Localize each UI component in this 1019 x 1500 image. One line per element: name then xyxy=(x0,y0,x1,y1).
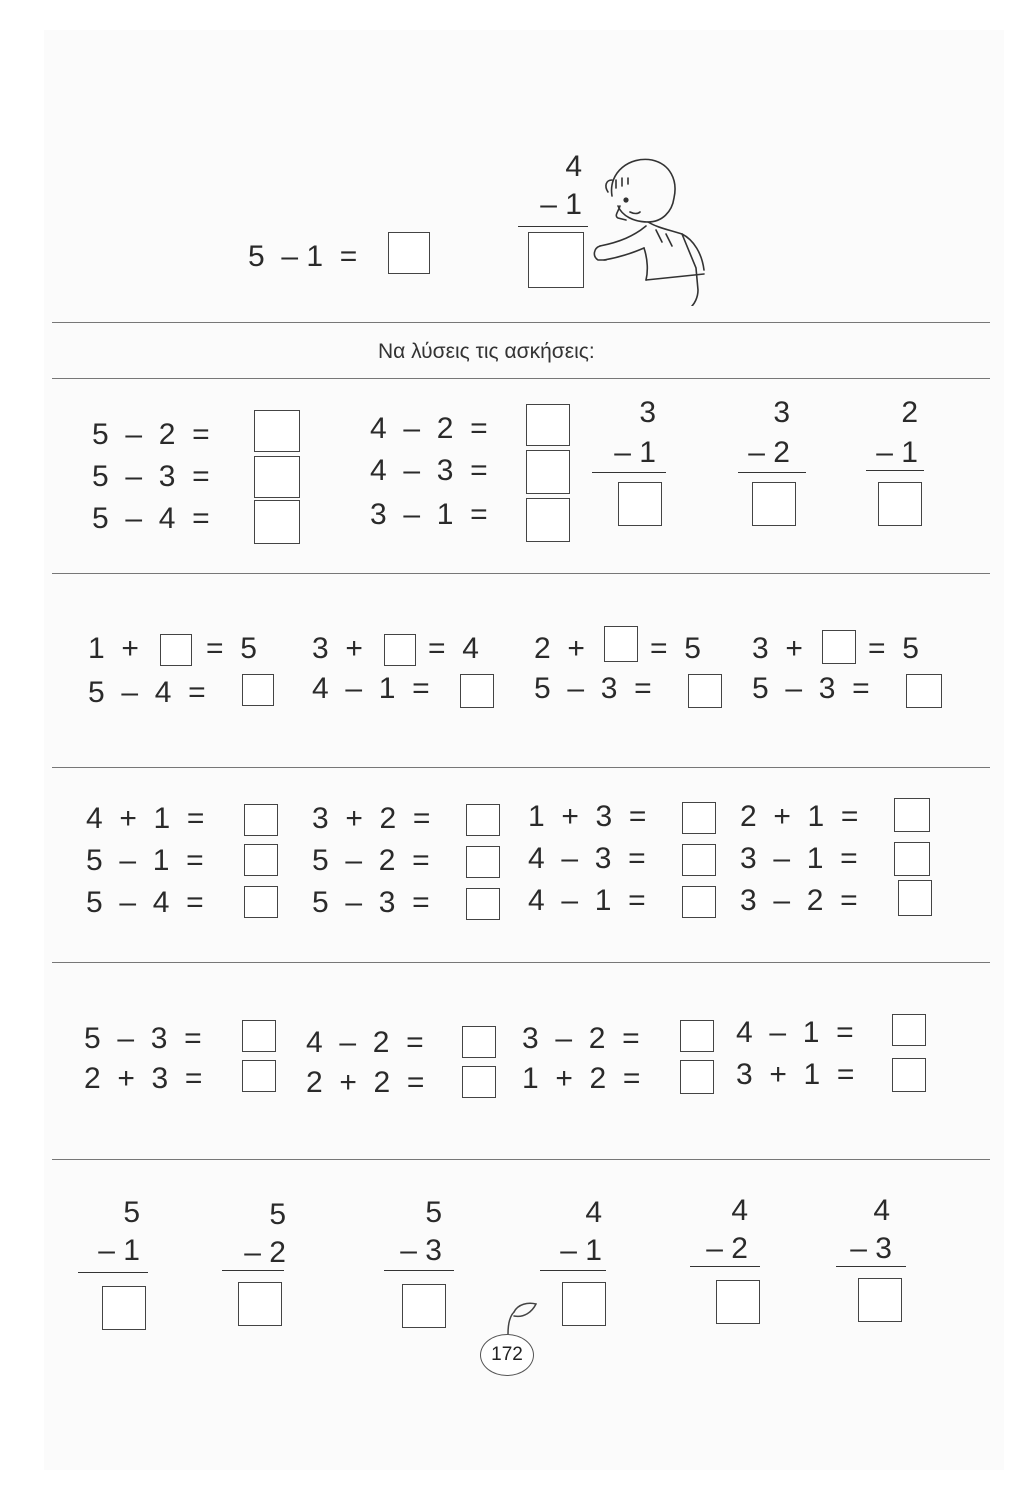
answer-box[interactable] xyxy=(688,674,722,708)
equation: 5 – 4 = xyxy=(88,676,206,709)
answer-box[interactable] xyxy=(822,630,856,664)
answer-box[interactable] xyxy=(878,482,922,526)
divider xyxy=(52,1159,990,1160)
answer-box[interactable] xyxy=(526,404,570,446)
equation: 4 – 1 = xyxy=(528,884,646,917)
equation: 4 + 1 = xyxy=(86,802,205,835)
equation-start: 2 + xyxy=(534,632,585,665)
vertical-top: 3 xyxy=(639,396,656,429)
answer-box[interactable] xyxy=(716,1280,760,1324)
vertical-bottom: – 3 xyxy=(850,1232,892,1265)
answer-box[interactable] xyxy=(894,798,930,832)
vertical-bar xyxy=(866,470,924,471)
equation-end: = 5 xyxy=(868,632,919,665)
answer-box[interactable] xyxy=(892,1014,926,1046)
answer-box[interactable] xyxy=(906,674,942,708)
answer-box[interactable] xyxy=(254,456,300,498)
answer-box[interactable] xyxy=(466,804,500,836)
divider xyxy=(52,378,990,379)
vertical-bottom: – 2 xyxy=(706,1232,748,1265)
answer-box[interactable] xyxy=(682,886,716,918)
equation-end: = 5 xyxy=(650,632,701,665)
vertical-top: 5 xyxy=(425,1196,442,1229)
answer-box[interactable] xyxy=(682,844,716,876)
vertical-bottom: – 2 xyxy=(244,1236,286,1269)
answer-box[interactable] xyxy=(892,1058,926,1092)
vertical-bar xyxy=(592,472,666,473)
vertical-bar xyxy=(222,1270,284,1271)
vertical-bottom: – 1 xyxy=(560,1234,602,1267)
answer-box[interactable] xyxy=(244,804,278,836)
example-vertical-bar xyxy=(518,226,588,227)
equation: 3 + 2 = xyxy=(312,802,431,835)
answer-box[interactable] xyxy=(898,880,932,916)
equation: 3 – 2 = xyxy=(740,884,858,917)
answer-box[interactable] xyxy=(102,1286,146,1330)
leaf-icon xyxy=(500,1300,540,1336)
answer-box[interactable] xyxy=(680,1060,714,1094)
answer-box[interactable] xyxy=(682,802,716,834)
equation: 2 + 1 = xyxy=(740,800,859,833)
answer-box[interactable] xyxy=(388,232,430,274)
answer-box[interactable] xyxy=(242,1060,276,1092)
answer-box[interactable] xyxy=(254,410,300,452)
answer-box[interactable] xyxy=(752,482,796,526)
answer-box[interactable] xyxy=(242,674,274,706)
answer-box[interactable] xyxy=(254,500,300,544)
answer-box[interactable] xyxy=(680,1020,714,1052)
equation-end: = 5 xyxy=(206,632,257,665)
vertical-top: 4 xyxy=(731,1194,748,1227)
answer-box[interactable] xyxy=(562,1282,606,1326)
answer-box[interactable] xyxy=(460,674,494,708)
vertical-top: 3 xyxy=(773,396,790,429)
vertical-bar xyxy=(78,1272,148,1273)
equation-start: 1 + xyxy=(88,632,139,665)
vertical-bar xyxy=(540,1270,606,1271)
vertical-bottom: – 3 xyxy=(400,1234,442,1267)
equation: 5 – 3 = xyxy=(534,672,652,705)
answer-box[interactable] xyxy=(238,1282,282,1326)
answer-box[interactable] xyxy=(244,844,278,876)
divider xyxy=(52,322,990,323)
instruction-text: Να λύσεις τις ασκήσεις: xyxy=(378,340,595,363)
equation: 3 – 1 = xyxy=(370,498,488,531)
equation: 5 – 3 = xyxy=(752,672,870,705)
answer-box[interactable] xyxy=(894,842,930,876)
divider xyxy=(52,573,990,574)
divider xyxy=(52,962,990,963)
answer-box[interactable] xyxy=(526,450,570,494)
answer-box[interactable] xyxy=(618,482,662,526)
example-vertical-bottom: – 1 xyxy=(540,188,582,221)
vertical-top: 4 xyxy=(585,1196,602,1229)
equation: 5 – 3 = xyxy=(92,460,210,493)
equation: 5 – 4 = xyxy=(86,886,204,919)
equation: 2 + 3 = xyxy=(84,1062,203,1095)
answer-box[interactable] xyxy=(160,634,192,666)
vertical-bottom: – 1 xyxy=(614,436,656,469)
equation-end: = 4 xyxy=(428,632,479,665)
equation-start: 3 + xyxy=(312,632,363,665)
vertical-bar xyxy=(384,1270,454,1271)
answer-box[interactable] xyxy=(604,626,638,662)
equation: 2 + 2 = xyxy=(306,1066,425,1099)
equation: 3 – 2 = xyxy=(522,1022,640,1055)
vertical-top: 2 xyxy=(901,396,918,429)
equation: 5 – 2 = xyxy=(92,418,210,451)
vertical-top: 5 xyxy=(123,1196,140,1229)
vertical-bottom: – 1 xyxy=(98,1234,140,1267)
answer-box[interactable] xyxy=(528,232,584,288)
vertical-top: 5 xyxy=(269,1198,286,1231)
equation: 3 + 1 = xyxy=(736,1058,855,1091)
equation-start: 3 + xyxy=(752,632,803,665)
answer-box[interactable] xyxy=(402,1284,446,1328)
answer-box[interactable] xyxy=(244,886,278,918)
vertical-bar xyxy=(690,1266,760,1267)
answer-box[interactable] xyxy=(466,846,500,878)
equation: 4 – 2 = xyxy=(370,412,488,445)
equation: 3 – 1 = xyxy=(740,842,858,875)
equation: 1 + 3 = xyxy=(528,800,647,833)
vertical-top: 4 xyxy=(873,1194,890,1227)
vertical-bottom: – 1 xyxy=(876,436,918,469)
vertical-bar xyxy=(836,1266,906,1267)
example-equation: 5 – 1 = xyxy=(248,240,358,273)
equation: 4 – 3 = xyxy=(528,842,646,875)
equation: 5 – 1 = xyxy=(86,844,204,877)
equation: 4 – 2 = xyxy=(306,1026,424,1059)
answer-box[interactable] xyxy=(242,1020,276,1052)
divider xyxy=(52,767,990,768)
example-vertical-top: 4 xyxy=(565,150,582,183)
vertical-bar xyxy=(738,472,806,473)
answer-box[interactable] xyxy=(462,1066,496,1098)
equation: 1 + 2 = xyxy=(522,1062,641,1095)
equation: 5 – 3 = xyxy=(312,886,430,919)
child-illustration xyxy=(586,150,714,306)
answer-box[interactable] xyxy=(384,634,416,666)
equation: 4 – 1 = xyxy=(736,1016,854,1049)
vertical-bottom: – 2 xyxy=(748,436,790,469)
equation: 4 – 1 = xyxy=(312,672,430,705)
answer-box[interactable] xyxy=(858,1278,902,1322)
answer-box[interactable] xyxy=(466,888,500,920)
answer-box[interactable] xyxy=(462,1026,496,1058)
equation: 5 – 2 = xyxy=(312,844,430,877)
answer-box[interactable] xyxy=(526,498,570,542)
page-number: 172 xyxy=(480,1334,534,1376)
equation: 5 – 4 = xyxy=(92,502,210,535)
equation: 4 – 3 = xyxy=(370,454,488,487)
equation: 5 – 3 = xyxy=(84,1022,202,1055)
